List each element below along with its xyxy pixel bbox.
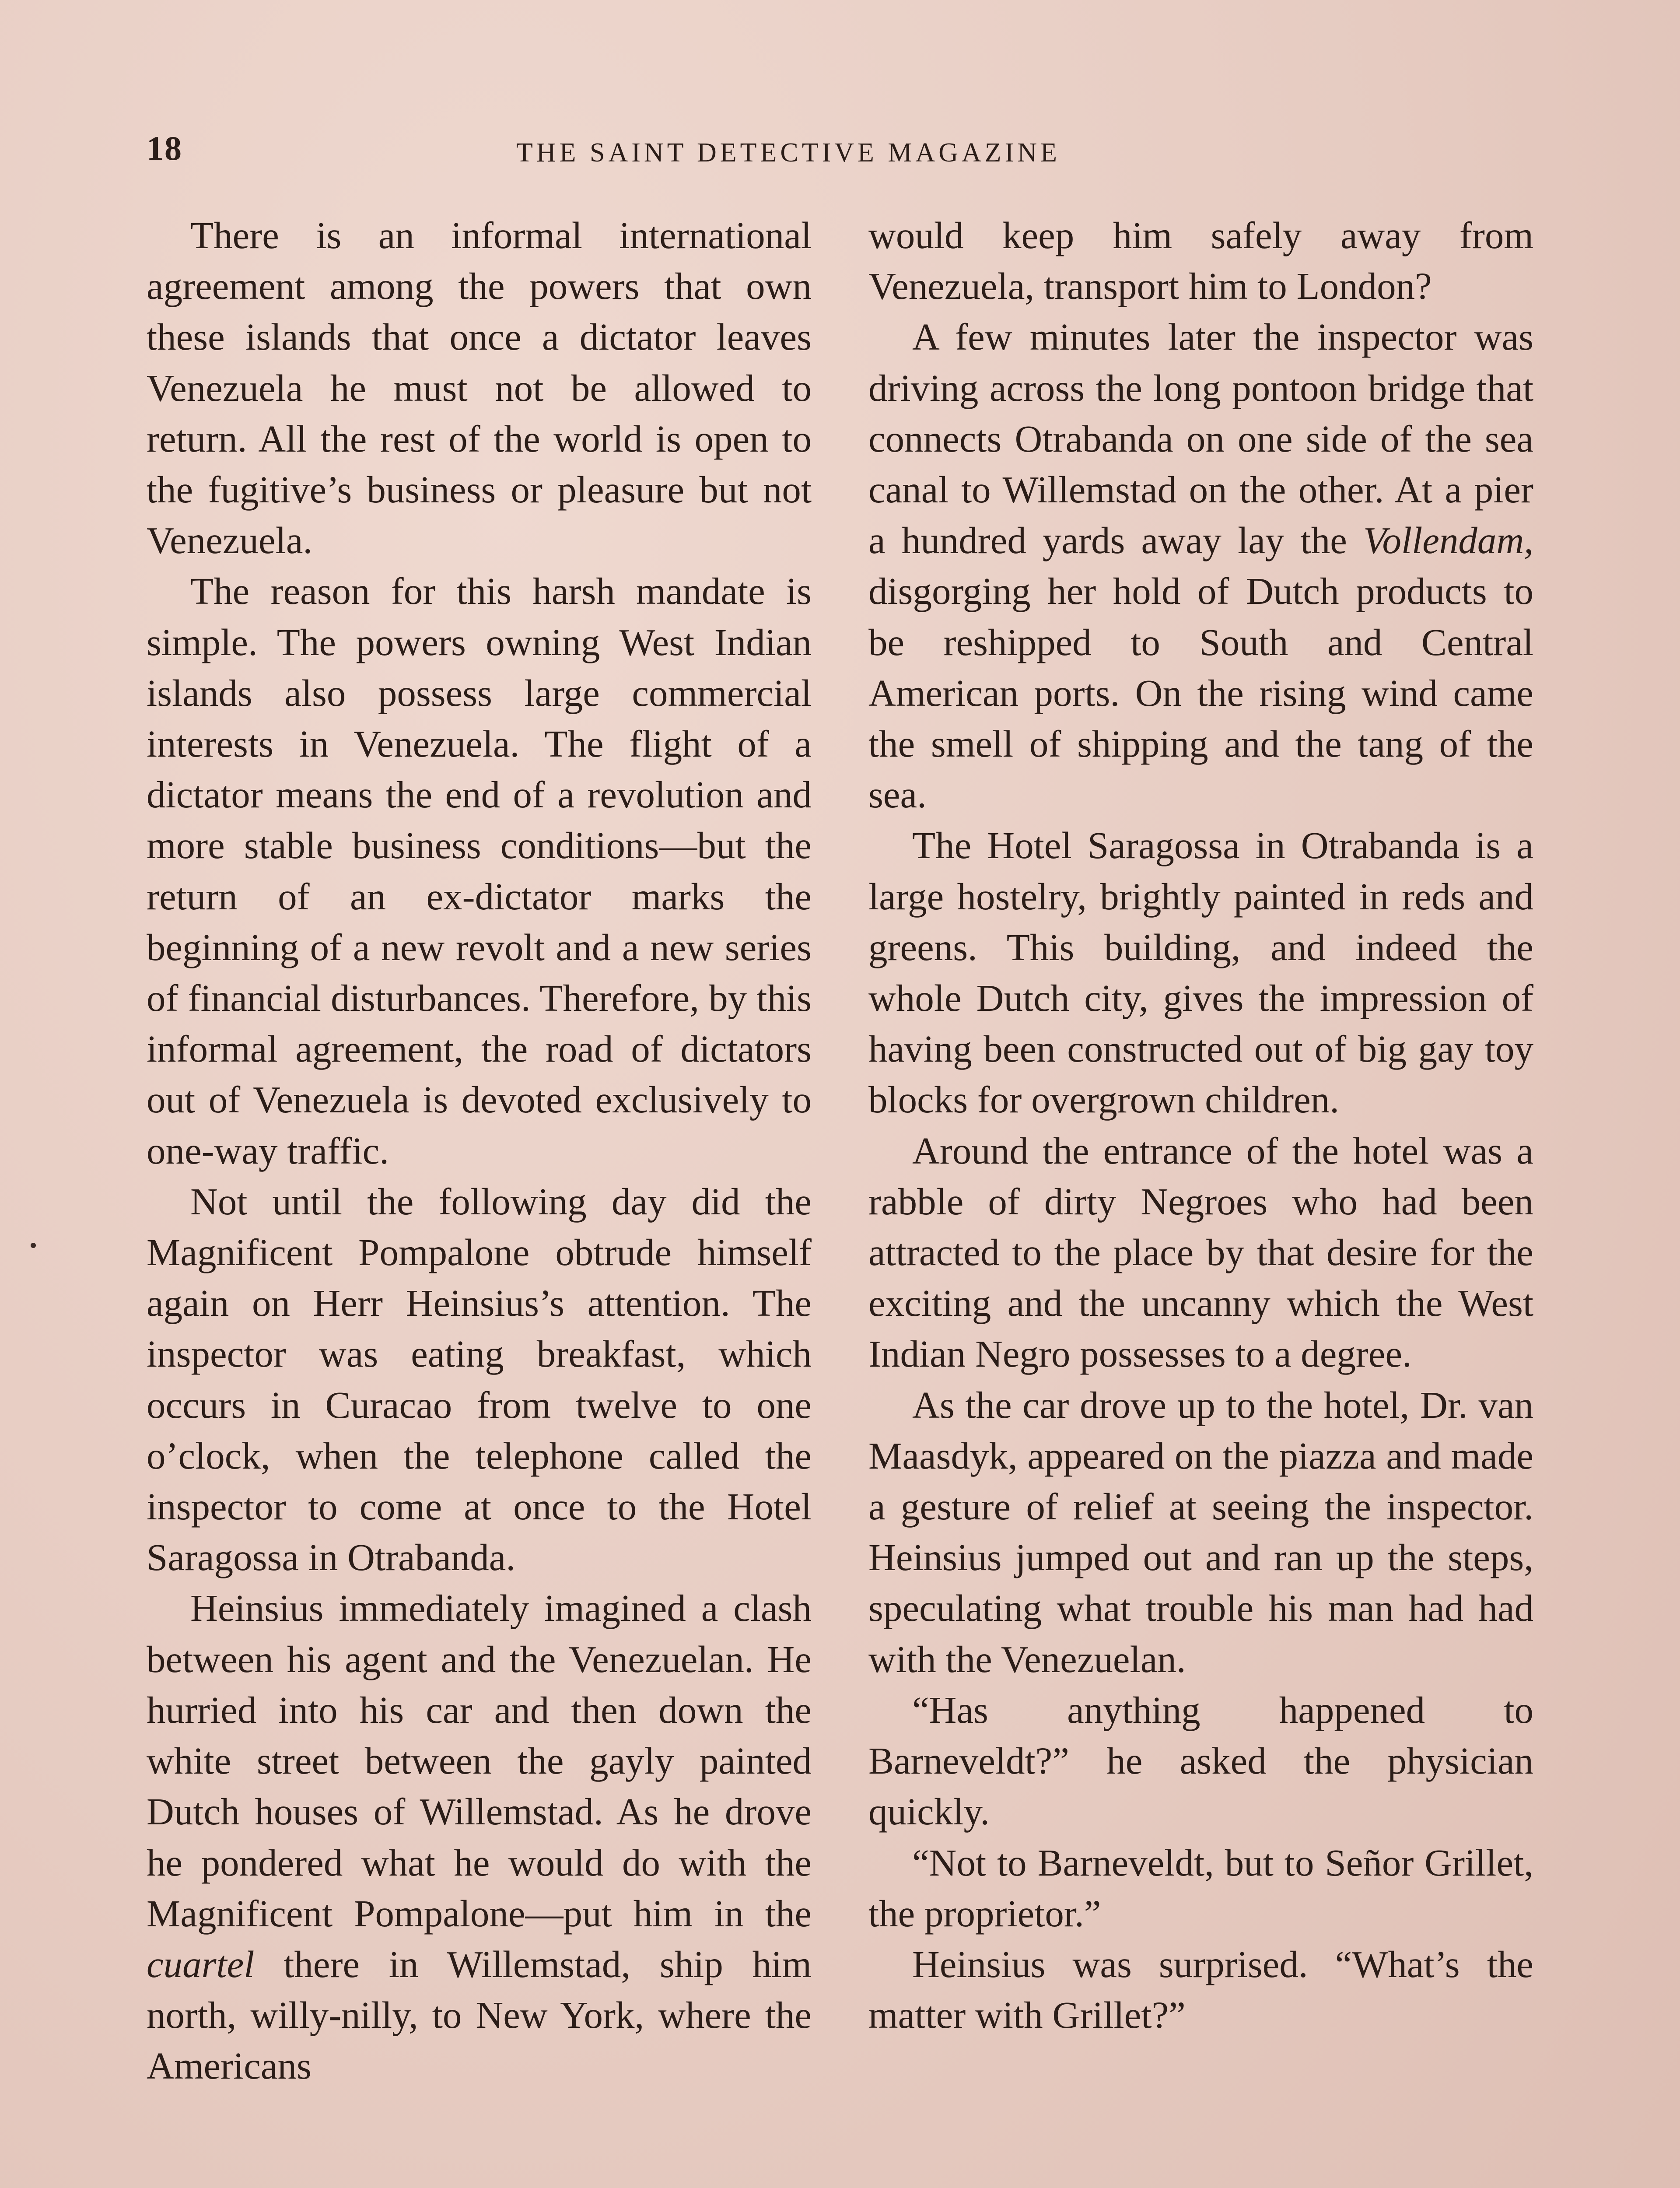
paragraph (868, 312, 1533, 820)
paragraph (868, 820, 1533, 1125)
paragraph (868, 1380, 1533, 1685)
paragraph-text: there in Willemstad, ship him north, willy-nilly, to New York, where the Americans (147, 1943, 812, 2087)
paragraph-text: disgorging her hold of Dutch products to be reshipped to South and Central American ports. On the rising wind came the smell of shipping and the tang of the sea. (868, 570, 1533, 816)
paragraph (868, 1837, 1533, 1939)
paragraph-text: Not until the following day did the Magnificent Pompalone obtrude himself again on Herr Heinsius’s attention. The inspector was eating breakfast, which occurs in Curacao from twelve to one o’clock, when the telephone called the inspector to come at once to the Hotel Saragossa in Otrabanda. (147, 1180, 812, 1579)
paragraph-continued (868, 210, 1533, 312)
paragraph-text: would keep him safely away from Venezuela, transport him to London? (868, 214, 1533, 308)
right-column (868, 210, 1533, 2041)
paragraph (868, 1126, 1533, 1380)
paragraph-text: The reason for this harsh mandate is simple. The powers owning West Indian islands also possess large commercial interests in Venezuela. The flight of a dictator means the end of a revolution and more stable business conditions—but the return of an ex-dictator marks the beginning of a new revolt and a new series of financial disturbances. Therefore, by this informal agreement, the road of dictators out of Venezuela is devoted exclusively to one-way traffic. (147, 570, 812, 1172)
paragraph-text: Around the entrance of the hotel was a rabble of dirty Negroes who had been attracted to the place by that desire for the exciting and the uncanny which the West Indian Negro possesses to a degree. (868, 1129, 1533, 1375)
paragraph-text: A few minutes later the inspector was driving across the long pontoon bridge that connects Otrabanda on one side of the sea canal to Willemstad on the other. At a pier a hundred yards away lay the (868, 316, 1533, 562)
paragraph (147, 566, 812, 1176)
paragraph-text: “Not to Barneveldt, but to Señor Grillet, the proprietor.” (868, 1841, 1533, 1935)
left-column (147, 210, 812, 2092)
paragraph-text: As the car drove up to the hotel, Dr. van Maasdyk, appeared on the piazza and made a gesture of relief at seeing the inspector. Heinsius jumped out and ran up the steps, speculating what trouble his man had had with the Venezuelan. (868, 1383, 1533, 1680)
paragraph-text: Heinsius was surprised. “What’s the matter with Grillet?” (868, 1943, 1533, 2037)
ink-speck (31, 1243, 36, 1248)
italic-word: Vollendam, (1363, 519, 1533, 562)
paragraph-text: The Hotel Saragossa in Otrabanda is a large hostelry, brightly painted in reds and greens. This building, and indeed the whole Dutch city, gives the impression of having been constructed out of big gay toy blocks for overgrown children. (868, 824, 1533, 1121)
running-head: THE SAINT DETECTIVE MAGAZINE (516, 138, 1060, 168)
paragraph (147, 210, 812, 566)
paragraph-text: “Has anything happened to Barneveldt?” he asked the physician quickly. (868, 1688, 1533, 1833)
paragraph (147, 1176, 812, 1583)
paragraph (147, 1583, 812, 2091)
paragraph (868, 1939, 1533, 2041)
paragraph-text: There is an informal international agreement among the powers that own these islands that once a dictator leaves Venezuela he must not be allowed to return. All the rest of the world is open to the fugitive’s business or pleasure but not Venezuela. (147, 214, 812, 562)
page-number: 18 (147, 129, 182, 167)
paragraph (868, 1685, 1533, 1837)
italic-word: cuartel (147, 1943, 255, 1985)
paragraph-text: Heinsius immediately imagined a clash between his agent and the Venezuelan. He hurried into his car and then down the white street between the gayly painted Dutch houses of Willemstad. As he drove he pondered what he would do with the Magnificent Pompalone—put him in the (147, 1587, 812, 1935)
